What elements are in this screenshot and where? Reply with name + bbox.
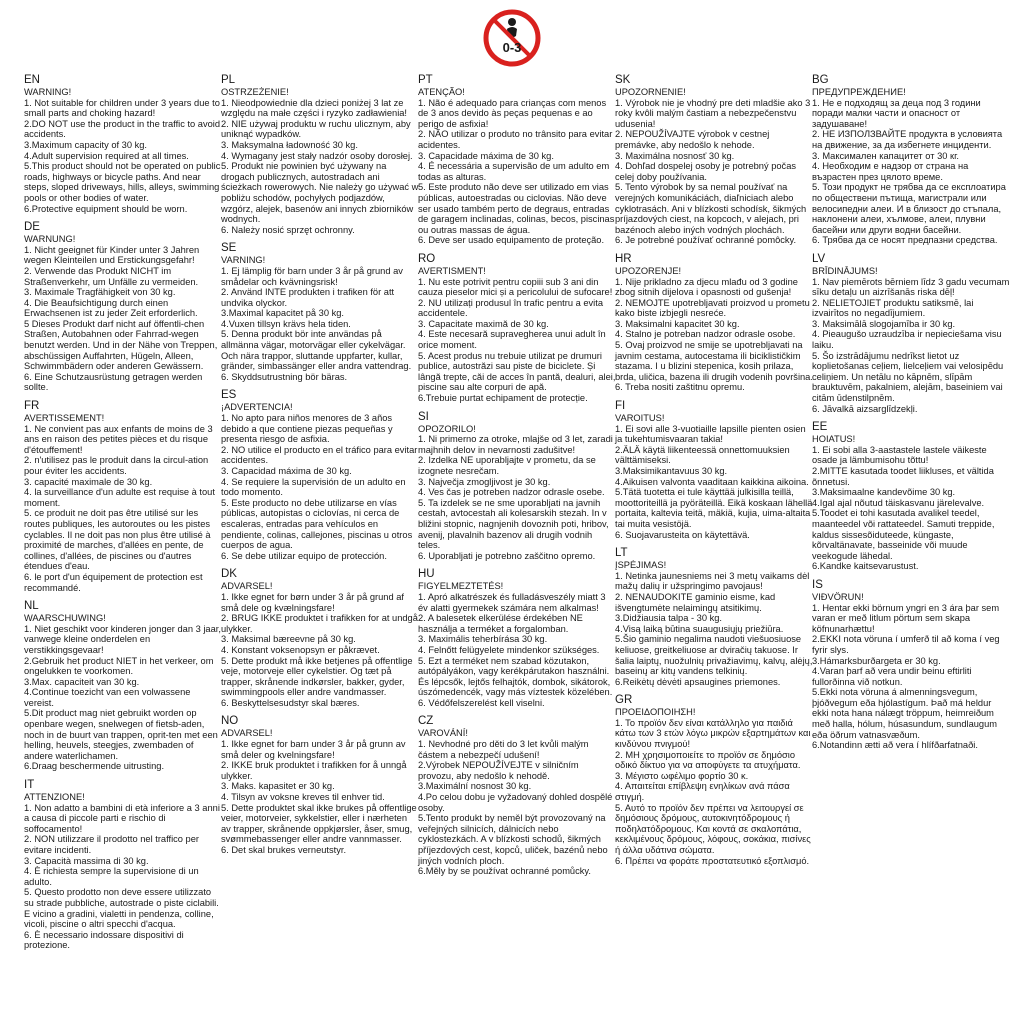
warning-section-cz xyxy=(418,715,616,876)
language-code: FI xyxy=(615,400,626,413)
column-5 xyxy=(812,74,1010,758)
column-2 xyxy=(221,74,419,863)
warning-text: OPOZORILO! 1. Ni primerno za otroke, mlajše od 3 let, zaradi majhnih delov in nevarnosti zadušitve! 2. Izdelka NE uporabljajte v prometu, da se izognete nesrečam. 3. Največja zmogljivost je 30 kg. 4. Ves čas je potreben nadzor odrasle osebe. 5. Ta izdelek se ne sme uporabljati na javnih cestah, avtocestah ali kolesarskih stezah. In v bližini stopnic, nagnjenih dovoznih poti, hribov, avenij, plavalnih bazenov ali drugih vodnih teles. 6. Uporabljati je potrebno zaščitno opremo. xyxy=(418,423,613,561)
language-code: CZ xyxy=(418,715,434,728)
language-code: SK xyxy=(615,74,631,86)
warning-section-en xyxy=(24,74,222,214)
warning-text: ATTENZIONE! 1. Non adatto a bambini di età inferiore a 3 anni a causa di piccole parti e rischio di soffocamento! 2. NON utilizzare il prodotto nel traffico per evitare incidenti. 3. Capacità massima di 30 kg. 4. È richiesta sempre la supervisione di un adulto. 5. Questo prodotto non deve essere utilizzato su strade pubbliche, autostrade o piste ciclabili. E vicino a gradini, vialetti in pendenza, colline, vicoli, piscine o altri specchi d'acqua. 6. È necessario indossare dispositivi di protezione. xyxy=(24,792,220,951)
warning-text: HOIATUS! 1. Ei sobi alla 3-aastastele lastele väikeste osade ja lämbumisohu tõttu! 2.MITTE kasutada toodet liikluses, et vältida õnnetusi. 3.Maksimaalne kandevõime 30 kg. 4.Igal ajal nõutud täiskasvanu järelevalve. 5.Toodet ei tohi kasutada avalikel teedel, maanteedel või rattateedel. Samuti treppide, kaldus sissesõiduteede, küngaste, kõrvaltänavate, basseinide või muude veekogude lähedal. 6.Kandke kaitsevarustust. xyxy=(812,434,995,572)
warning-text: UPOZORNENIE! 1. Výrobok nie je vhodný pre deti mladšie ako 3 roky kvôli malým častiam a nebezpečenstvu udusenia! 2. NEPOUŽÍVAJTE výrobok v cestnej premávke, aby nedošlo k nehode. 3. Maximálna nosnosť 30 kg. 4. Dohľad dospelej osoby je potrebný počas celej doby používania. 5. Tento výrobok by sa nemal používať na verejných komunikáciách, diaľniciach alebo cyklotrasách. Ani v blízkosti schodísk, šikmých príjazdových ciest, na kopcoch, v alejach, pri bazénoch alebo iných vodných plochách. 6. Je potrebné používať ochranné pomôcky. xyxy=(615,87,811,246)
warning-text: VAROVÁNÍ! 1. Nevhodné pro děti do 3 let kvůli malým částem a nebezpečí udušení! 2.Výrobek NEPOUŽÍVEJTE v silničním provozu, aby nedošlo k nehodě. 3.Maximální nosnost 30 kg. 4.Po celou dobu je vyžadovaný dohled dospělé osoby. 5.Tento produkt by neměl být provozovaný na veřejných silnicích, dálnicích nebo cyklostezkách. A v blízkosti schodů, šikmých příjezdových cest, kopců, uliček, bazénů nebo jiných vodních ploch. 6.Měly by se používat ochranné pomůcky. xyxy=(418,728,613,877)
warning-text: ΠΡΟΕΙΔΟΠΟΙΗΣΗ! 1. Το προϊόν δεν είναι κατάλληλο για παιδιά κάτω των 3 ετών λόγω μικρών εξαρτημάτων και κινδύνου πνιγμού! 2. ΜΗ χρησιμοποιείτε το προϊόν σε δημόσιο οδικό δίκτυο για να αποφύγετε τα ατυχήματα. 3. Μέγιστο ωφέλιμο φορτίο 30 κ. 4. Απαιτείται επίβλεψη ενηλίκων ανά πάσα στιγμή. 5. Αυτό το προϊόν δεν πρέπει να λειτουργεί σε δημόσιους δρόμους, αυτοκινητόδρομους ή ποδηλατόδρομους. Και κοντά σε σκαλοπάτια, κεκλιμένους δρόμους, λόφους, σοκάκια, πισίνες ή άλλα υδάτινα σώματα. 6. Πρέπει να φοράτε προστατευτικό εξοπλισμό. xyxy=(615,707,811,866)
language-code: LV xyxy=(812,252,826,265)
warning-text: AVERTISMENT! 1. Nu este potrivit pentru copiii sub 3 ani din cauza pieselor mici și a pericolului de sufocare! 2. NU utilizați produsul în trafic pentru a evita accidentele. 3. Capacitate maximă de 30 kg. 4. Este necesară supravegherea unui adult în orice moment. 5. Acest produs nu trebuie utilizat pe drumuri publice, autostrăzi sau piste de biciclete. Și lângă trepte, căi de acces în pantă, dealuri, alei, piscine sau alte corpuri de apă. 6.Trebuie purtat echipament de protecție. xyxy=(418,265,616,404)
warning-text: WARNUNG! 1. Nicht geeignet für Kinder unter 3 Jahren wegen Kleinteilen und Erstickungsgefahr! 2. Verwende das Produkt NICHT im Straßenverkehr, um Unfälle zu vermeiden. 3. Maximale Tragfähigkeit von 30 kg. 4. Die Beaufsichtigung durch einen Erwachsenen ist zu jeder Zeit erforderlich. 5 Dieses Produkt darf nicht auf öffentli-chen Straßen, Autobahnen oder Fahrrad-wegen benutzt werden. Und in der Nähe von Treppen, abschüssigen Auffahrten, Hügeln, Alleen, Schwimmbädern oder anderen Gewässern. 6. Eine Schutzausrüstung getragen werden sollte. xyxy=(24,234,218,393)
language-code: NO xyxy=(221,715,239,728)
language-code: BG xyxy=(812,74,829,86)
language-code: GR xyxy=(615,694,633,707)
warning-section-is xyxy=(812,579,1010,751)
warning-text: BRĪDINĀJUMS! 1. Nav piemērots bērniem līdz 3 gadu vecumam sīku detaļu un aizrīšanās riska dēļ! 2. NELIETOJIET produktu satiksmē, lai izvairītos no negadījumiem. 3. Maksimālā slogojamība ir 30 kg. 4. Pieaugušo uzraudzība ir nepieciešama visu laiku. 5. Šo izstrādājumu nedrīkst lietot uz koplietošanas ceļiem, lielceļiem vai velosipēdu celiņiem. Un netālu no kāpnēm, slīpām brauktuvēm, pakalniem, alejām, baseiniem vai citām ūdenstilpnēm. 6. Jāvalkā aizsarglīdzekļi. xyxy=(812,265,1010,414)
warning-section-dk xyxy=(221,568,419,708)
warning-section-no xyxy=(221,715,419,855)
warning-section-gr xyxy=(615,694,813,866)
language-code: PL xyxy=(221,74,236,86)
warning-section-pt xyxy=(418,74,616,246)
warning-text: VAROITUS! 1. Ei sovi alle 3-vuotiaille lapsille pienten osien ja tukehtumisvaaran takia! 2.ÄLÄ käytä liikenteessä onnettomuuksien välttämiseksi. 3.Maksimikantavuus 30 kg. 4.Aikuisen valvonta vaaditaan kaikkina aikoina. 5.Tätä tuotetta ei tule käyttää julkisilla teillä, moottoriteillä ja pyöräteillä. Eikä koskaan lähellä portaita, kaltevia teitä, mäkiä, kujia, uima-altaita tai muita vesistöjä. 6. Suojavarusteita on käytettävä. xyxy=(615,413,813,540)
warning-text: ¡ADVERTENCIA! 1. No apto para niños menores de 3 años debido a que contiene piezas pequeñas y presenta riesgo de asfixia. 2. NO utilice el producto en el tráfico para evitar accidentes. 3. Capacidad máxima de 30 kg. 4. Se requiere la supervisión de un adulto en todo momento. 5. Este producto no debe utilizarse en vías públicas, autopistas o ciclovías, ni cerca de escaleras, entradas para vehículos en pendiente, colinas, callejones, piscinas u otros cuerpos de agua. 6. Se debe utilizar equipo de protección. xyxy=(221,402,418,561)
warning-section-fr xyxy=(24,400,222,593)
column-3 xyxy=(418,74,616,884)
warning-text: FIGYELMEZTETÉS! 1. Apró alkatrészek és fulladásveszély miatt 3 év alatti gyermekek számára nem alkalmas! 2. A balesetek elkerülése érdekében NE használja a terméket a forgalomban. 3. Maximális teherbírása 30 kg. 4. Felnőtt felügyelete mindenkor szükséges. 5. Ezt a terméket nem szabad közutakon, autópályákon, vagy kerékpárutakon használni. És lépcsők, lejtős felhajtók, dombok, sikátorok, úszómedencék, vagy más víztestek közelében. 6. Védőfelszerelést kell viselni. xyxy=(418,581,613,708)
language-code: LT xyxy=(615,547,628,560)
language-code: EE xyxy=(812,421,828,434)
warning-section-si xyxy=(418,411,616,562)
language-code: HR xyxy=(615,252,632,265)
warning-section-pl xyxy=(221,74,419,235)
warning-text: WARNING! 1. Not suitable for children under 3 years due to small parts and choking hazard! 2.DO NOT use the product in the traffic to avoid accidents. 3.Maximum capacity of 30 kg. 4.Adult supervision required at all times. 5.This product should not be operated on public roads, highways or bicycle paths. And near steps, sloped driveways, hills, alleys, swimming pools or other bodies of water. 6.Protective equipment should be worn. xyxy=(24,87,221,214)
language-code: DE xyxy=(24,221,40,234)
no-children-under-3-icon xyxy=(482,8,542,68)
language-code: HU xyxy=(418,568,435,581)
warning-text: VIÐVÖRUN! 1. Hentar ekki börnum yngri en 3 ára þar sem varan er með litlum pörtum sem skapa köfnunarhættu! 2.EKKI nota vöruna í umferð til að koma í veg fyrir slys. 3.Hámarksburðargeta er 30 kg. 4.Varan þarf að vera undir beinu eftirliti fullorðinna við notkun. 5.Ekki nota vöruna á almenningsvegum, þjóðvegum eða hjólastígum. Það má heldur ekki nota hana nálægt tröppum, heimreiðum með halla, hólum, húsasundum, sundlaugum eða öðrum vatnasvæðum. 6.Notandinn ætti að vera í hlífðarfatnaði. xyxy=(812,591,1000,751)
warning-section-ro xyxy=(418,253,616,404)
warning-text: ADVARSEL! 1. Ikke egnet for børn under 3 år på grund af små dele og kvælningsfare! 2. BRUG IKKE produktet i trafikken for at undgå ulykker. 3. Maksimal bæreevne på 30 kg. 4. Konstant voksenopsyn er påkrævet. 5. Dette produkt må ikke betjenes på offentlige veje, motorveje eller cykelstier. Og tæt på trapper, skrånende indkørsler, bakker, gyder, swimmingpools eller andre vandmasser. 6. Beskyttelsesudstyr skal bæres. xyxy=(221,581,418,708)
language-code: FR xyxy=(24,400,40,413)
language-code: NL xyxy=(24,600,39,613)
warning-section-lv xyxy=(812,253,1010,414)
warning-text: ATENÇÃO! 1. Não é adequado para crianças com menos de 3 anos devido às peças pequenas e ao perigo de asfixia! 2. NÃO utilizar o produto no trânsito para evitar acidentes. 3. Capacidade máxima de 30 kg. 4. É necessária a supervisão de um adulto em todas as alturas. 5. Este produto não deve ser utilizado em vias públicas, autoestradas ou ciclovias. Não deve ser usado também perto de degraus, entradas de garagem inclinadas, colinas, becos, piscinas ou outras massas de água. 6. Deve ser usado equipamento de proteção. xyxy=(418,87,615,246)
warning-section-hu xyxy=(418,568,616,708)
warning-text: ĮSPĖJIMAS! 1. Netinka jaunesniems nei 3 metų vaikams dėl mažų dalių ir užspringimo pavojaus! 2. NENAUDOKITE gaminio eisme, kad išvengtumėte nelaimingų atsitikimų. 3.Didžiausia talpa - 30 kg. 4.Visą laiką būtina suaugusiųjų priežiūra. 5.Šio gaminio negalima naudoti viešuosiuose keliuose, greitkeliuose ar dviračių takuose. Ir šalia laiptų, nuožulnių privažiavimų, kalvų, alėjų, baseinų ar kitų vandens telkinių. 6.Reikėtų dėvėti apsaugines priemones. xyxy=(615,560,813,687)
language-code: ES xyxy=(221,389,237,402)
warning-text: WAARSCHUWING! 1. Niet geschikt voor kinderen jonger dan 3 jaar, vanwege kleine onderdelen en verstikkingsgevaar! 2.Gebruik het product NIET in het verkeer, om ongelukken te voorkomen. 3.Max. capaciteit van 30 kg. 4.Continue toezicht van een volwassene vereist. 5.Dit product mag niet gebruikt worden op openbare wegen, snelwegen of fietsb-aden, noch in de buurt van trappen, oprit-ten met een helling, heuvels, steegjes, zwembaden of andere waterlichamen. 6.Draag beschermende uitrusting. xyxy=(24,613,221,772)
warning-text: ПРЕДУПРЕЖДЕНИЕ! 1. Не е подходящ за деца под 3 години поради малки части и опасност от задушаване! 2. НЕ ИЗПОЛЗВАЙТЕ продукта в условията на движение, за да избегнете инциденти. 3. Максимален капацитет от 30 кг. 4. Необходим е надзор от страна на възрастен през цялото време. 5. Този продукт не трябва да се експлоатира по обществени пътища, магистрали или велосипедни алеи. И в близост до стъпала, наклонени алеи, хълмове, алеи, плувни басейни или други водни басейни. 6. Трябва да се носят предпазни средства. xyxy=(812,87,1006,246)
warning-section-bg xyxy=(812,74,1010,246)
language-code: DK xyxy=(221,568,237,581)
language-code: EN xyxy=(24,74,40,86)
warning-text: VARNING! 1. Ej lämplig för barn under 3 år på grund av smådelar och kvävningsrisk! 2. Använd INTE produkten i trafiken för att undvika olyckor. 3.Maximal kapacitet på 30 kg. 4.Vuxen tillsyn krävs hela tiden. 5. Denna produkt bör inte användas på allmänna vägar, motorvägar eller cykelvägar. Och nära trappor, sluttande uppfarter, kullar, gränder, simbassänger eller andra vattendrag. 6. Skyddsutrustning bör bäras. xyxy=(221,255,412,382)
column-1 xyxy=(24,74,222,958)
warning-section-de xyxy=(24,221,222,393)
warning-text: ADVARSEL! 1. Ikke egnet for barn under 3 år på grunn av små deler og kvelningsfare! 2. IKKE bruk produktet i trafikken for å unngå ulykker. 3. Maks. kapasitet er 30 kg. 4. Tilsyn av voksne kreves til enhver tid. 5. Dette produktet skal ikke brukes på offentlige veier, motorveier, sykkelstier, eller i nærheten av trapper, skrånende oppkjørsler, åser, smug, svømmebassenger eller andre vannmasser. 6. Det skal brukes verneutstyr. xyxy=(221,728,417,855)
language-code: PT xyxy=(418,74,433,86)
warning-section-nl xyxy=(24,600,222,772)
warning-text: OSTRZEŻENIE! 1. Nieodpowiednie dla dzieci poniżej 3 lat ze względu na małe części i ryzyko zadławienia! 2. NIE używaj produktu w ruchu ulicznym, aby uniknąć wypadków. 3. Maksymalna ładowność 30 kg. 4. Wymagany jest stały nadzór osoby dorosłej. 5. Produkt nie powinien być używany na drogach publicznych, autostradach ani ścieżkach rowerowych. Nie należy go używać w pobliżu schodów, pochyłych podjazdów, wzgórz, alejek, basenów ani innych zbiorników wodnych. 6. Należy nosić sprzęt ochronny. xyxy=(221,87,419,235)
warning-section-sk xyxy=(615,74,813,246)
warning-section-it xyxy=(24,779,222,951)
warning-section-es xyxy=(221,389,419,561)
warning-section-se xyxy=(221,242,419,382)
warning-section-ee xyxy=(812,421,1010,572)
language-code: SI xyxy=(418,410,429,423)
age-range-label: 0-3 xyxy=(502,40,522,55)
language-code: RO xyxy=(418,252,436,265)
warning-text: AVERTISSEMENT! 1. Ne convient pas aux enfants de moins de 3 ans en raison des petites pièces et du risque d'étouffement! 2. n'utilisez pas le produit dans la circul-ation pour éviter les accidents. 3. capacité maximale de 30 kg. 4. la surveillance d'un adulte est requise à tout moment. 5. ce produit ne doit pas être utilisé sur les routes publiques, les autoroutes ou les pistes cyclables. Il ne doit pas non plus être utilisé à proximité de marches, d'allées en pente, de collines, d'allées, de piscines ou d'autres étendues d'eau. 6. le port d'un équipement de protection est recommandé. xyxy=(24,413,215,593)
language-code: IS xyxy=(812,578,823,591)
column-4 xyxy=(615,74,813,873)
warning-section-fi xyxy=(615,400,813,540)
warning-text: UPOZORENJE! 1. Nije prikladno za djecu mlađu od 3 godine zbog sitnih dijelova i opasnosti od gušenja! 2. NEMOJTE upotrebljavati proizvod u prometu kako biste izbjegli nesreće. 3. Maksimalni kapacitet 30 kg. 4. Stalno je potreban nadzor odrasle osobe. 5. Ovaj proizvod ne smije se upotrebljavati na javnim cestama, autocestama ili biciklističkim stazama. I u blizini stepenica, kosih prilaza, brda, uličica, bazena ili drugih vodenih površina. 6. Treba nositi zaštitnu opremu. xyxy=(615,265,813,393)
warning-section-hr xyxy=(615,253,813,393)
language-code: SE xyxy=(221,242,237,255)
language-code: IT xyxy=(24,779,35,792)
warning-section-lt xyxy=(615,547,813,687)
